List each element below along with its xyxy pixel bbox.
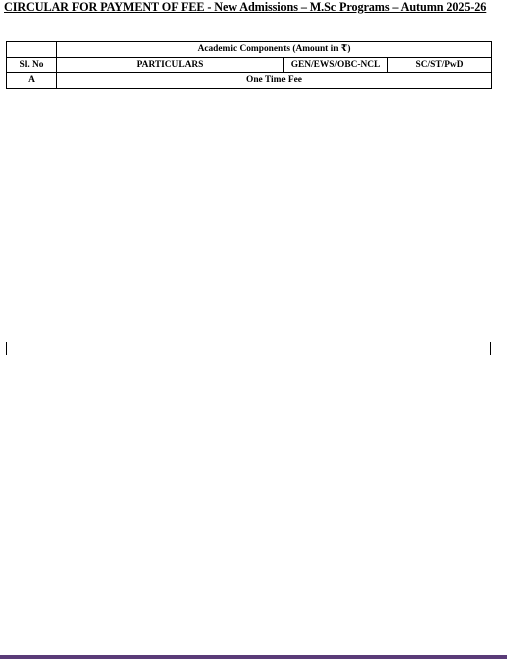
heading-row [7,42,492,58]
empty-cell [7,42,57,58]
header-particulars: PARTICULARS [57,57,284,73]
academic-components-table [6,41,492,89]
header-row [7,57,492,73]
circular-title: CIRCULAR FOR PAYMENT OF FEE - New Admissions – M.Sc Programs – Autumn 2025-26 [4,0,487,14]
header-sc: SC/ST/PwD [388,57,492,73]
header-slno: Sl. No [7,57,57,73]
academic-heading-cell: Academic Components (Amount in ₹) [57,42,492,58]
section-code-cell: A [7,73,57,89]
section-label-cell: One Time Fee [57,73,492,89]
section-row [7,73,492,89]
page-bottom-edge [0,655,507,659]
table-gap [6,342,491,355]
header-gen: GEN/EWS/OBC-NCL [284,57,388,73]
